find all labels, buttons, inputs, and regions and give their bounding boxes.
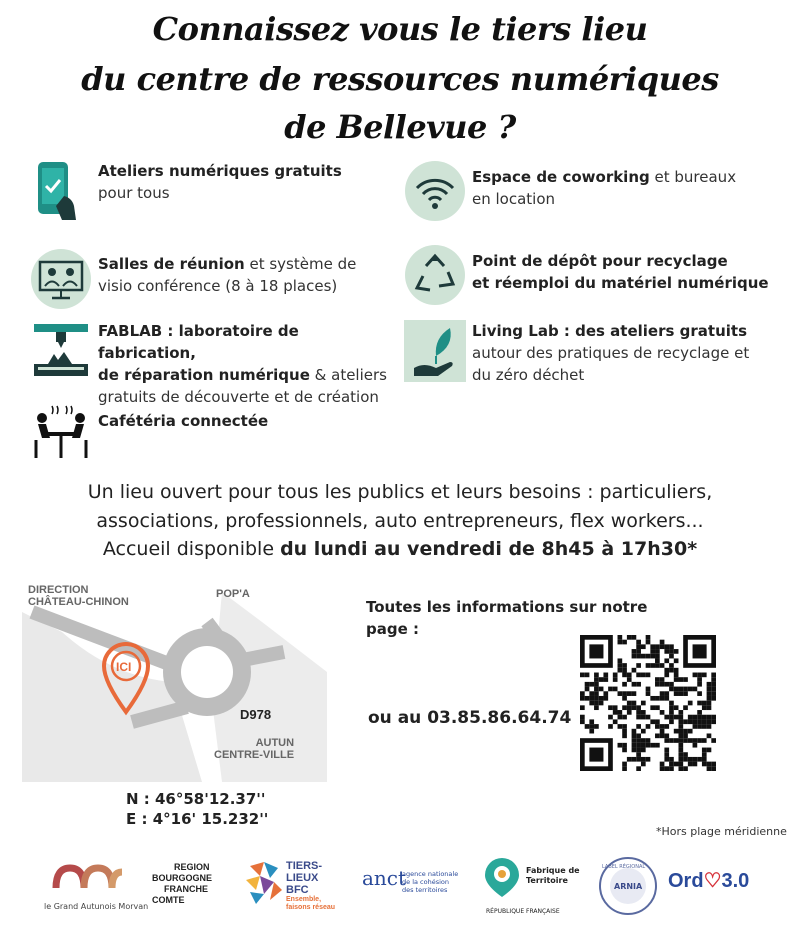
feature-ateliers-title: Ateliers numériques gratuits [98, 162, 342, 180]
feature-fablab [30, 320, 398, 408]
map-ici-label: ICI [116, 660, 132, 674]
phone-number[interactable]: ou au 03.85.86.64.74 [368, 708, 572, 728]
logo-anct [360, 856, 464, 918]
tiers-lieux-mosaic-icon [244, 860, 284, 906]
feature-livinglab-title: Living Lab : des ateliers gratuits [472, 322, 747, 340]
region-line-4: COMTE [152, 895, 185, 905]
info-text: Toutes les informations sur notre page : [366, 598, 648, 638]
phone-touch-icon [30, 160, 92, 222]
fabrique-marker-icon [482, 856, 522, 898]
tiers-lieux-text [286, 860, 335, 912]
qr-finder-pattern [589, 644, 603, 658]
map-road-label: D978 [240, 707, 272, 722]
wifi-icon [404, 160, 466, 222]
tiers-line-1: TIERS- [286, 860, 323, 872]
republique-label: RÉPUBLIQUE FRANÇAISE [486, 908, 560, 915]
feature-ateliers-desc: pour tous [98, 184, 170, 202]
map-direction-line-1: DIRECTION [28, 584, 89, 596]
logo-region-bfc [152, 856, 232, 918]
feature-coworking [404, 160, 772, 222]
logo-arnia [598, 856, 660, 918]
map-autun [214, 737, 295, 761]
cafe-table-icon [30, 400, 92, 462]
feature-livinglab [404, 320, 782, 386]
hours-value: du lundi au vendredi de 8h45 à 17h30* [280, 538, 698, 560]
feature-recyclage-title-1: Point de dépôt pour recyclage [472, 252, 728, 270]
page-title-line-2: du centre de ressources numériques [81, 60, 719, 98]
region-line-2: BOURGOGNE [152, 873, 213, 883]
recycle-icon [404, 244, 466, 306]
qr-finder-pattern [693, 644, 707, 658]
feature-salles-title: Salles de réunion [98, 255, 245, 273]
qr-code[interactable] [580, 635, 716, 771]
logo-fabrique-territoire [482, 856, 588, 918]
video-conference-icon [30, 248, 92, 310]
logo-ordi30 [668, 856, 778, 918]
anct-short: anct [362, 866, 407, 890]
ordi-text-2: 3.0 [721, 870, 750, 892]
feature-salles-desc-2: visio conférence (8 à 18 places) [98, 277, 338, 295]
feature-fablab-desc-2: & ateliers [309, 366, 387, 384]
qr-finder-pattern [589, 748, 603, 762]
map-autun-line-2: CENTRE-VILLE [214, 749, 295, 761]
leaf-hand-icon [404, 320, 466, 382]
feature-recyclage [404, 244, 782, 306]
public-line-1: Un lieu ouvert pour tous les publics et leurs besoins : particuliers, [87, 481, 713, 503]
location-map [22, 582, 327, 782]
page-title-line-1: Connaissez vous le tiers lieu [152, 10, 648, 48]
feature-salles [30, 248, 368, 310]
feature-coworking-desc-2: en location [472, 190, 556, 208]
tiers-line-2: LIEUX [286, 872, 319, 884]
hours-line [0, 534, 800, 564]
feature-livinglab-desc-1: autour des pratiques de recyclage et [472, 344, 750, 362]
feature-ateliers [30, 160, 358, 222]
region-line-3: FRANCHE [164, 884, 208, 894]
map-popa-label: POP'A [216, 588, 250, 600]
tiers-line-5: faisons réseau [286, 904, 336, 911]
fabrique-line-1: Fabrique de [526, 866, 580, 875]
heart-icon: ♡ [703, 870, 722, 892]
arnia-name: ARNIA [614, 882, 643, 891]
logo-tiers-lieux [244, 856, 344, 918]
tiers-line-4: Ensemble, [286, 896, 322, 903]
map-autun-line-1: AUTUN [255, 737, 295, 749]
map-direction [28, 584, 129, 608]
public-line-2: associations, professionnels, auto entrepreneurs, flex workers... [96, 510, 704, 532]
hours-prefix: Accueil disponible [102, 538, 281, 560]
fabrique-text [526, 866, 580, 886]
region-line-1: REGION [174, 862, 210, 872]
anct-line-1: agence nationale [402, 870, 459, 878]
feature-coworking-title: Espace de coworking [472, 168, 650, 186]
page-title-line-3: de Bellevue ? [284, 108, 516, 146]
anct-line-2: de la cohésion [402, 878, 450, 886]
grand-autunois-logo-icon [44, 856, 134, 896]
feature-fablab-desc-3: gratuits de découverte et de création [98, 388, 379, 406]
feature-fablab-title-1: FABLAB : laboratoire de fabrication, [98, 322, 299, 362]
arnia-label-text: LABEL RÉGIONAL [602, 864, 646, 870]
hours-footnote: *Hors plage méridienne [656, 825, 787, 838]
feature-salles-desc-1: et système de [244, 255, 357, 273]
anct-text [402, 870, 458, 894]
feature-cafeteria [30, 400, 358, 462]
fabrique-line-2: Territoire [526, 876, 568, 885]
feature-cafeteria-title: Cafétéria connectée [98, 412, 269, 430]
grand-autunois-label: le Grand Autunois Morvan [44, 902, 149, 911]
feature-livinglab-desc-2: du zéro déchet [472, 366, 585, 384]
map-direction-line-2: CHÂTEAU-CHINON [28, 596, 129, 608]
feature-recyclage-title-2: et réemploi du matériel numérique [472, 274, 769, 292]
3d-printer-icon [30, 320, 92, 382]
ordi-text-1: Ord [668, 870, 704, 892]
coord-north: N : 46°58'12.37'' [126, 790, 266, 808]
logo-grand-autunois [44, 856, 149, 918]
coord-east: E : 4°16' 15.232'' [126, 810, 269, 828]
feature-coworking-desc-1: et bureaux [649, 168, 737, 186]
feature-fablab-title-2: de réparation numérique [98, 366, 310, 384]
anct-line-3: des territoires [402, 886, 448, 894]
tiers-line-3: BFC [286, 884, 309, 896]
